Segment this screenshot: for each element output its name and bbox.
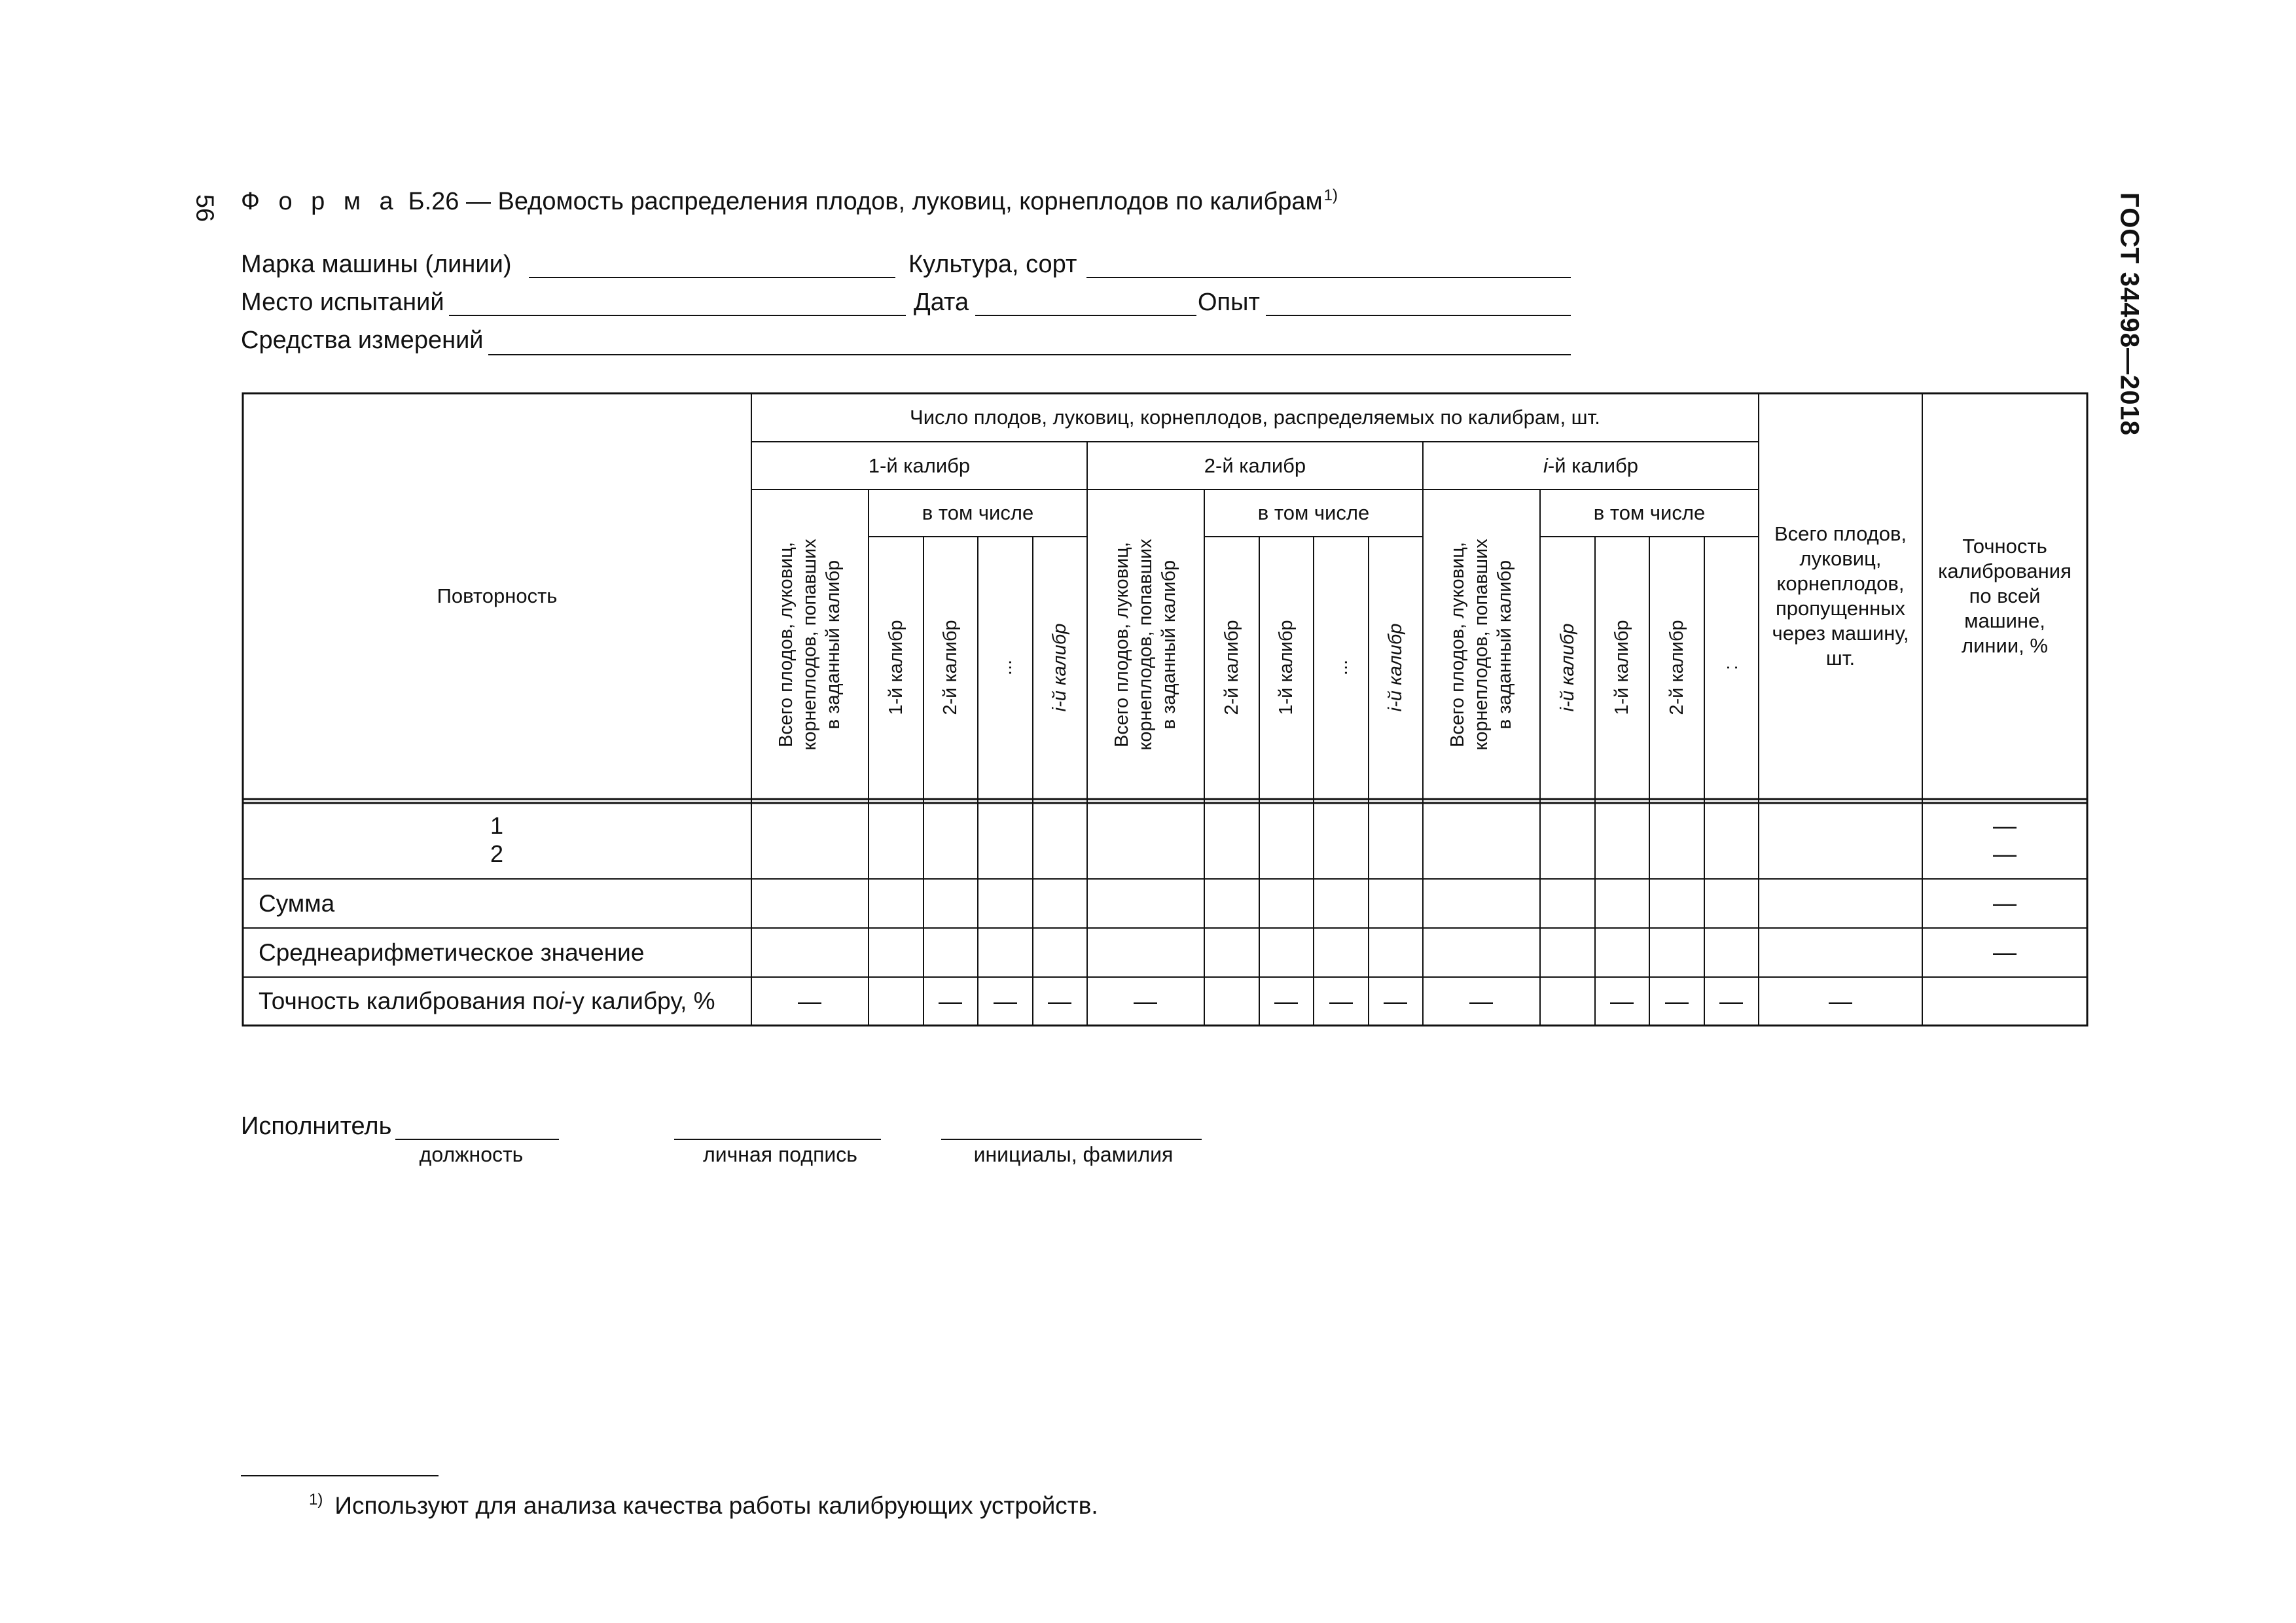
caliber-1-header: 1-й калибр bbox=[868, 454, 971, 477]
total-in-caliber-2: Всего плодов, луковиц, корнеплодов, попавших в заданный калибр bbox=[1111, 539, 1179, 751]
acc-dash: — bbox=[1274, 988, 1298, 1014]
acc-dash: — bbox=[939, 988, 962, 1014]
group-header: Число плодов, луковиц, корнеплодов, распределяемых по калибрам, шт. bbox=[910, 406, 1600, 429]
sum-row-accuracy-dash: — bbox=[1993, 889, 2017, 916]
form-title-prefix: Ф о р м а bbox=[241, 188, 399, 215]
form-number: Б.26 bbox=[408, 188, 459, 215]
acc-dash: — bbox=[1829, 988, 1852, 1014]
document-code: ГОСТ 34498—2018 bbox=[2115, 192, 2144, 436]
subcol-2-4: i-й калибр bbox=[1385, 623, 1406, 712]
subcol-2-1: 2-й калибр bbox=[1221, 620, 1242, 715]
subcol-3-2: 1-й калибр bbox=[1611, 620, 1632, 715]
caliber-2-header: 2-й калибр bbox=[1204, 454, 1306, 477]
page-number: 56 bbox=[190, 194, 219, 223]
acc-dash: — bbox=[1048, 988, 1071, 1014]
footnote-marker: 1) bbox=[309, 1491, 323, 1508]
name-caption: инициалы, фамилия bbox=[973, 1143, 1174, 1166]
acc-dash: — bbox=[798, 988, 821, 1014]
mean-row-label: Среднеарифметическое значение bbox=[259, 938, 645, 966]
row-2-accuracy-dash: — bbox=[1993, 840, 2017, 867]
acc-dash: — bbox=[1610, 988, 1634, 1014]
including-header-1: в том числе bbox=[922, 501, 1034, 524]
sum-row-label: Сумма bbox=[259, 889, 335, 917]
footnote-text: Используют для анализа качества работы калибрующих устройств. bbox=[334, 1492, 1098, 1519]
subcol-2-3: ... bbox=[1331, 659, 1352, 676]
acc-dash: — bbox=[1384, 988, 1407, 1014]
machine-label: Марка машины (линии) bbox=[241, 251, 512, 278]
experiment-label: Опыт bbox=[1198, 289, 1260, 316]
acc-dash: — bbox=[1719, 988, 1743, 1014]
accuracy-header: Точность калибрования по всей машине, линии, % bbox=[1938, 535, 2072, 657]
signature-caption: личная подпись bbox=[703, 1143, 857, 1166]
row-1-accuracy-dash: — bbox=[1993, 812, 2017, 839]
footnote bbox=[309, 1491, 1098, 1520]
date-label: Дата bbox=[914, 289, 969, 316]
name-blank[interactable] bbox=[941, 1139, 1202, 1140]
subcol-2-2: 1-й калибр bbox=[1276, 620, 1297, 715]
subcol-1-4: i-й калибр bbox=[1049, 623, 1070, 712]
including-header-2: в том числе bbox=[1257, 501, 1370, 524]
position-blank[interactable] bbox=[395, 1139, 559, 1140]
subcol-1-2: 2-й калибр bbox=[940, 620, 961, 715]
subcol-1-1: 1-й калибр bbox=[886, 620, 906, 715]
repetition-header: Повторность bbox=[437, 584, 558, 607]
subcol-3-3: 2-й калибр bbox=[1666, 620, 1687, 715]
caliber-i-header: i -й калибр bbox=[1543, 454, 1639, 477]
acc-dash: — bbox=[1665, 988, 1689, 1014]
subcol-3-1: i-й калибр bbox=[1557, 623, 1578, 712]
form-title-text: — Ведомость распределения плодов, луковиц, корнеплодов по калибрам bbox=[459, 188, 1323, 215]
executor-label: Исполнитель bbox=[241, 1113, 392, 1140]
acc-dash: — bbox=[994, 988, 1017, 1014]
position-caption: должность bbox=[419, 1143, 524, 1166]
acc-dash: — bbox=[1329, 988, 1353, 1014]
subcol-1-3: ... bbox=[995, 659, 1016, 676]
signature-blank[interactable] bbox=[674, 1139, 881, 1140]
including-header-3: в том числе bbox=[1593, 501, 1706, 524]
row-number-2: 2 bbox=[490, 840, 504, 867]
subcol-3-4: : bbox=[1721, 664, 1742, 671]
row-number-1: 1 bbox=[490, 812, 504, 839]
place-label: Место испытаний bbox=[241, 289, 444, 316]
form-title-footnote-ref: 1) bbox=[1323, 187, 1338, 204]
footnote-rule bbox=[241, 1475, 439, 1476]
total-in-caliber-1: Всего плодов, луковиц, корнеплодов, попавших в заданный калибр bbox=[776, 539, 844, 751]
means-label: Средства измерений bbox=[241, 327, 484, 354]
mean-row-accuracy-dash: — bbox=[1993, 938, 2017, 965]
acc-dash: — bbox=[1134, 988, 1157, 1014]
culture-label: Культура, сорт bbox=[908, 251, 1077, 278]
total-in-caliber-3: Всего плодов, луковиц, корнеплодов, попавших в заданный калибр bbox=[1447, 539, 1515, 751]
accuracy-row-label: Точность калибрования по i -у калибру, % bbox=[259, 988, 715, 1014]
missed-header: Всего плодов, луковиц, корнеплодов, пропущенных через машину, шт. bbox=[1772, 522, 1909, 669]
acc-dash: — bbox=[1469, 988, 1493, 1014]
